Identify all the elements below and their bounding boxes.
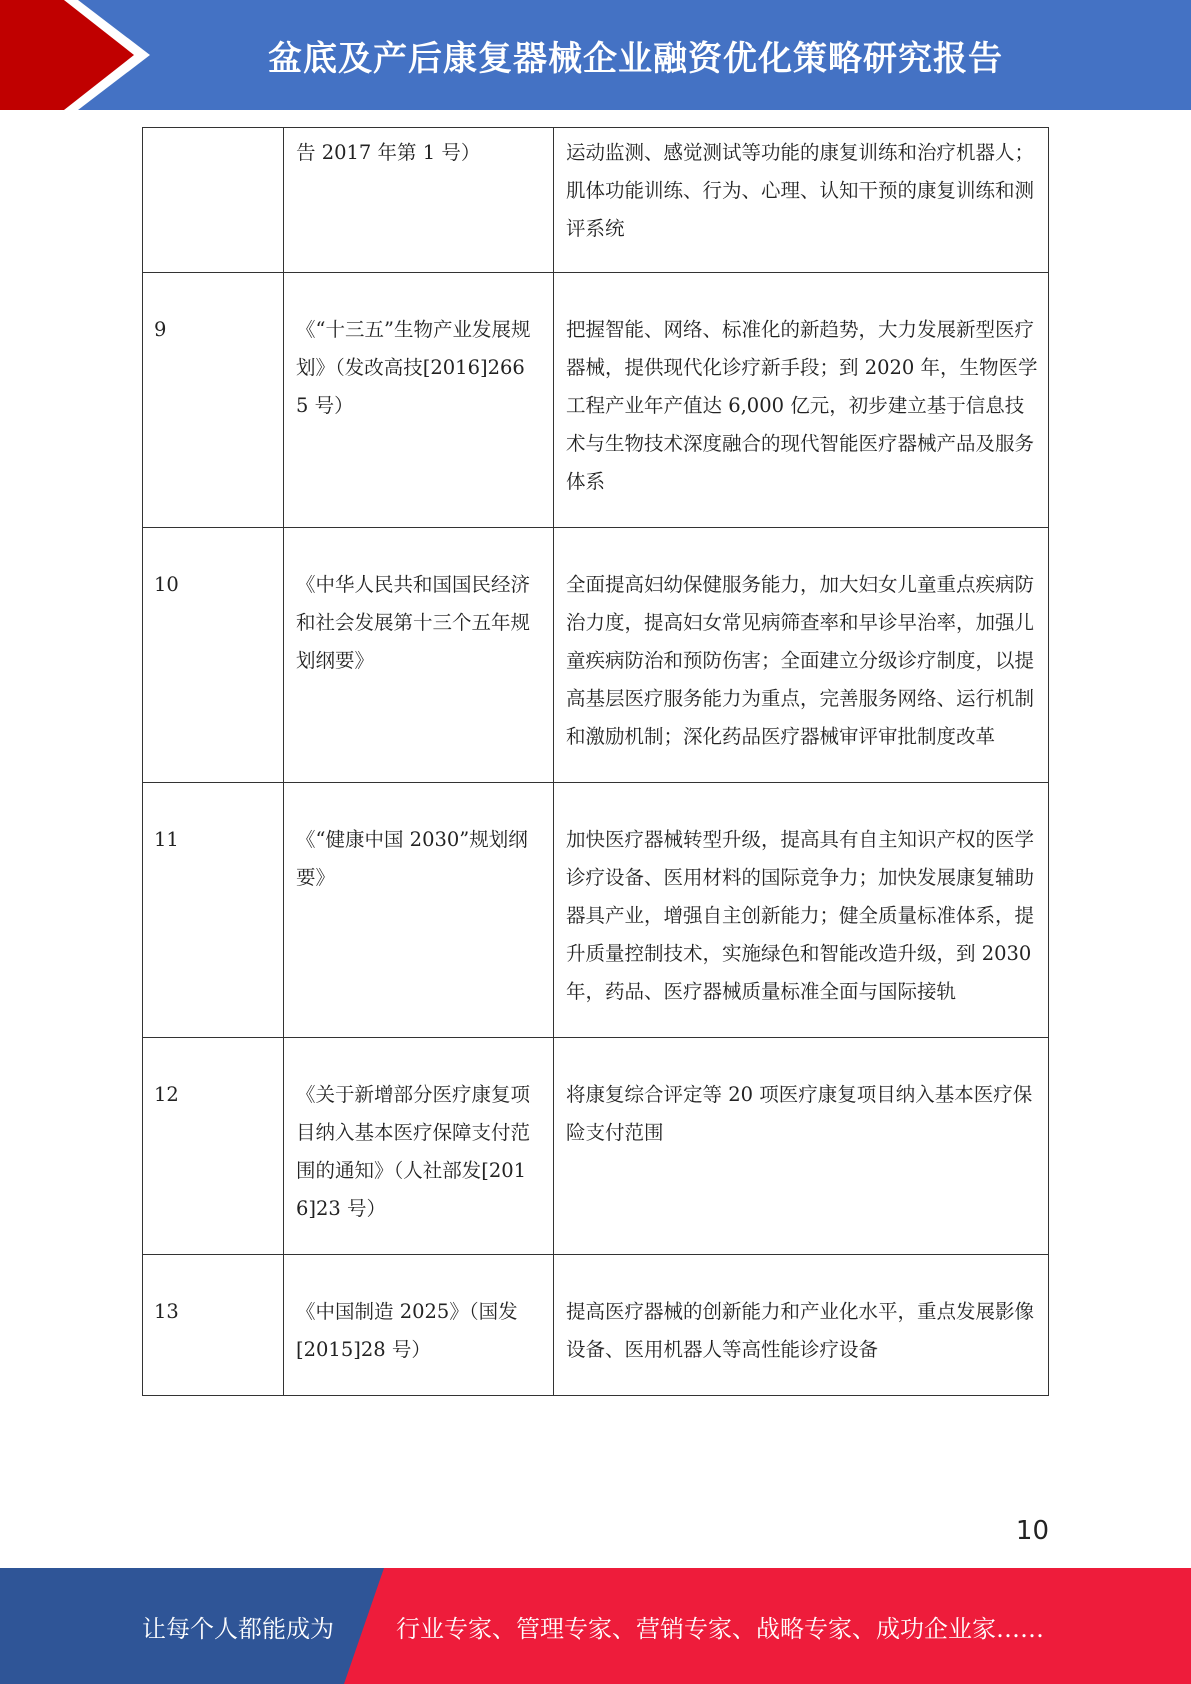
table-row	[143, 1255, 1049, 1396]
policy-content: 将康复综合评定等 20 项医疗康复项目纳入基本医疗保险支付范围	[554, 1038, 1049, 1255]
policy-content: 运动监测、感觉测试等功能的康复训练和治疗机器人；肌体功能训练、行为、心理、认知干预的康复训练和测评系统	[554, 128, 1049, 273]
policy-content: 把握智能、网络、标准化的新趋势，大力发展新型医疗器械，提供现代化诊疗新手段；到 2020 年，生物医学工程产业年产值达 6,000 亿元，初步建立基于信息技术与生物技术深度融合的现代智能医疗器械产品及服务体系	[554, 273, 1049, 528]
page-number: 10	[1015, 1516, 1049, 1546]
row-number: 9	[143, 273, 284, 528]
policy-content: 提高医疗器械的创新能力和产业化水平，重点发展影像设备、医用机器人等高性能诊疗设备	[554, 1255, 1049, 1396]
row-number: 13	[143, 1255, 284, 1396]
report-title: 盆底及产后康复器械企业融资优化策略研究报告	[268, 38, 1003, 79]
table-row	[143, 528, 1049, 783]
page-header	[0, 0, 1191, 110]
table-row	[143, 128, 1049, 273]
row-number	[143, 128, 284, 273]
page-footer	[0, 1568, 1191, 1684]
footer-slogan-right: 行业专家、管理专家、营销专家、战略专家、成功企业家……	[396, 1614, 1044, 1643]
policy-content: 全面提高妇幼保健服务能力，加大妇女儿童重点疾病防治力度，提高妇女常见病筛查率和早诊早治率，加强儿童疾病防治和预防伤害；全面建立分级诊疗制度，以提高基层医疗服务能力为重点，完善服务网络、运行机制和激励机制；深化药品医疗器械审评审批制度改革	[554, 528, 1049, 783]
row-number: 11	[143, 783, 284, 1038]
policy-table	[142, 127, 1049, 1396]
table-row	[143, 273, 1049, 528]
footer-slogan-left: 让每个人都能成为	[142, 1614, 334, 1643]
row-number: 12	[143, 1038, 284, 1255]
policy-document: 告 2017 年第 1 号）	[284, 128, 554, 273]
policy-document: 《“健康中国 2030”规划纲要》	[284, 783, 554, 1038]
policy-document: 《关于新增部分医疗康复项目纳入基本医疗保障支付范围的通知》（人社部发[2016]23 号）	[284, 1038, 554, 1255]
header-arrow-decoration	[0, 0, 150, 110]
table-row	[143, 783, 1049, 1038]
table-row	[143, 1038, 1049, 1255]
policy-document: 《中国制造 2025》（国发[2015]28 号）	[284, 1255, 554, 1396]
policy-document: 《“十三五”生物产业发展规划》（发改高技[2016]2665 号）	[284, 273, 554, 528]
policy-document: 《中华人民共和国国民经济和社会发展第十三个五年规划纲要》	[284, 528, 554, 783]
policy-content: 加快医疗器械转型升级，提高具有自主知识产权的医学诊疗设备、医用材料的国际竞争力；加快发展康复辅助器具产业，增强自主创新能力；健全质量标准体系，提升质量控制技术，实施绿色和智能改造升级，到 2030 年，药品、医疗器械质量标准全面与国际接轨	[554, 783, 1049, 1038]
row-number: 10	[143, 528, 284, 783]
